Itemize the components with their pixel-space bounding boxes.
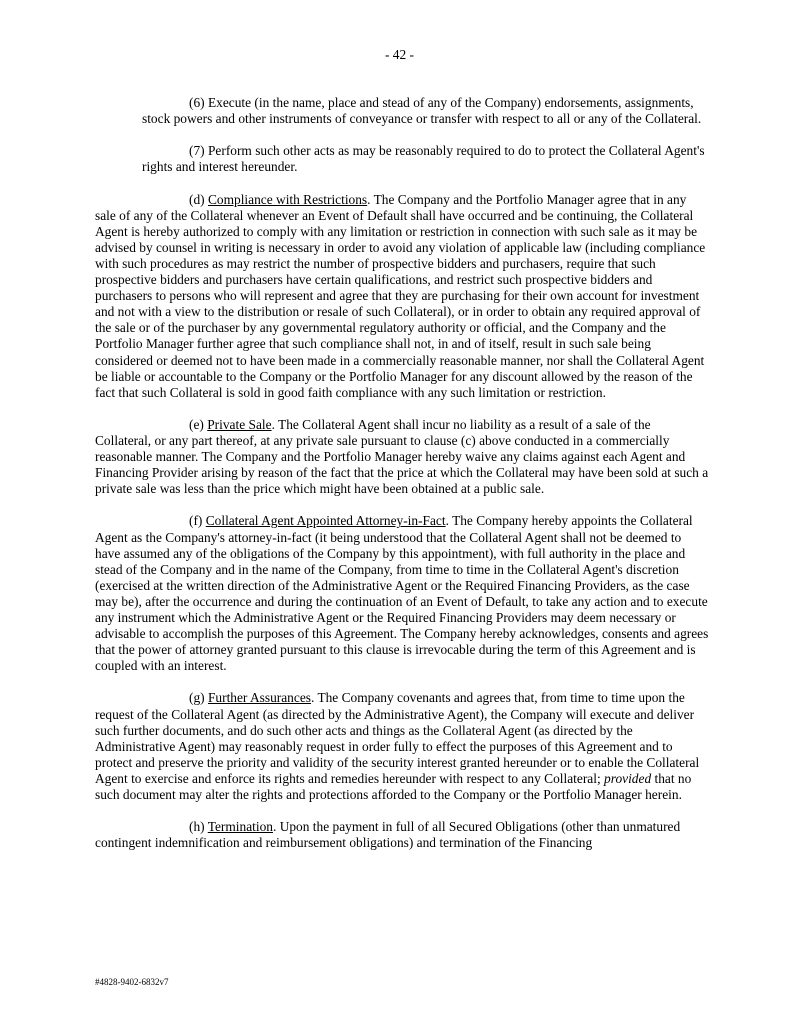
document-body (95, 95, 709, 868)
sub-item-6: (6) Execute (in the name, place and stead of any of the Company) endorsements, assignments, stock powers and other instruments of conveyance or transfer with respect to all or any of the Collateral. (142, 95, 702, 127)
paragraph-e: (e) Private Sale. The Collateral Agent shall incur no liability as a result of a sale of the Collateral, or any part thereof, at any private sale pursuant to clause (c) above conducted in a commercially reasonable manner. The Company and the Portfolio Manager hereby waive any claims against each Agent and Financing Provider arising by reason of the fact that the price at which the Collateral may have been sold at such a private sale was less than the price which might have been obtained at a public sale. (95, 416, 709, 497)
paragraph-g-heading: Further Assurances (207, 690, 311, 706)
paragraph-f: (f) Collateral Agent Appointed Attorney-in-Fact. The Company hereby appoints the Collateral Agent as the Company's attorney-in-fact (it being understood that the Collateral Agent shall not be deemed to have assumed any of the obligations of the Company by this appointment), with full authority in the place and stead of the Company and in the name of the Company, from time to time in the Collateral Agent's discretion (exercised at the written direction of the Administrative Agent or the Required Financing Providers, as the case may be), after the occurrence and during the continuation of an Event of Default, to take any action and to execute any instrument which the Administrative Agent or the Required Financing Providers may deem necessary or advisable to accomplish the purposes of this Agreement. The Company hereby acknowledges, consents and agrees that the power of attorney granted pursuant to this clause is irrevocable during the term of this Agreement and is coupled with an interest. (95, 513, 709, 674)
sub-item-7: (7) Perform such other acts as may be reasonably required to do to protect the Collateral Agent's rights and interest hereunder. (142, 143, 705, 175)
page-number: - 42 - (384, 47, 414, 62)
provided-italic: provided (604, 770, 652, 786)
paragraph-f-heading: Collateral Agent Appointed Attorney-in-Fact (205, 513, 446, 529)
paragraph-d-heading: Compliance with Restrictions (207, 191, 368, 207)
paragraph-g: (g) Further Assurances. The Company covenants and agrees that, from time to time upon the request of the Collateral Agent (as directed by the Administrative Agent), the Company will execute and deliver such further documents, and do such other acts and things as the Collateral Agent (as directed by the Administrative Agent) may reasonably request in order fully to effect the purposes of this Agreement and to protect and preserve the priority and validity of the security interest granted hereunder or to enable the Collateral Agent to exercise and enforce its rights and remedies hereunder with respect to any Collateral; provided that no such document may alter the rights and protections afforded to the Company or the Portfolio Manager herein. (95, 690, 700, 803)
paragraph-h-heading: Termination (207, 819, 273, 835)
paragraph-h: (h) Termination. Upon the payment in full of all Secured Obligations (other than unmatured contingent indemnification and reimbursement obligations) and termination of the Financing (95, 819, 681, 851)
paragraph-d: (d) Compliance with Restrictions. The Company and the Portfolio Manager agree that in any sale of any of the Collateral whenever an Event of Default shall have occurred and be continuing, the Collateral Agent is hereby authorized to comply with any limitation or restriction in connection with such sale as it may be advised by counsel in writing is necessary in order to avoid any violation of applicable law (including compliance with such procedures as may restrict the number of prospective bidders and purchasers, require that such prospective bidders and purchasers have certain qualifications, and restrict such prospective bidders and purchasers to persons who will represent and agree that they are purchasing for their own account for investment and not with a view to the distribution or resale of such Collateral), or in order to obtain any required approval of the sale or of the purchaser by any governmental regulatory authority or official, and the Company and the Portfolio Manager further agree that such compliance shall not, in and of itself, result in such sale being considered or deemed not to have been made in a commercially reasonable manner, nor shall the Collateral Agent be liable or accountable to the Company or the Portfolio Manager for any discount allowed by the reason of the fact that such Collateral is sold in good faith compliance with any such limitation or restriction. (95, 191, 706, 400)
document-id-footer: #4828-9402-6832v7 (95, 977, 169, 987)
paragraph-e-heading: Private Sale (207, 416, 272, 432)
